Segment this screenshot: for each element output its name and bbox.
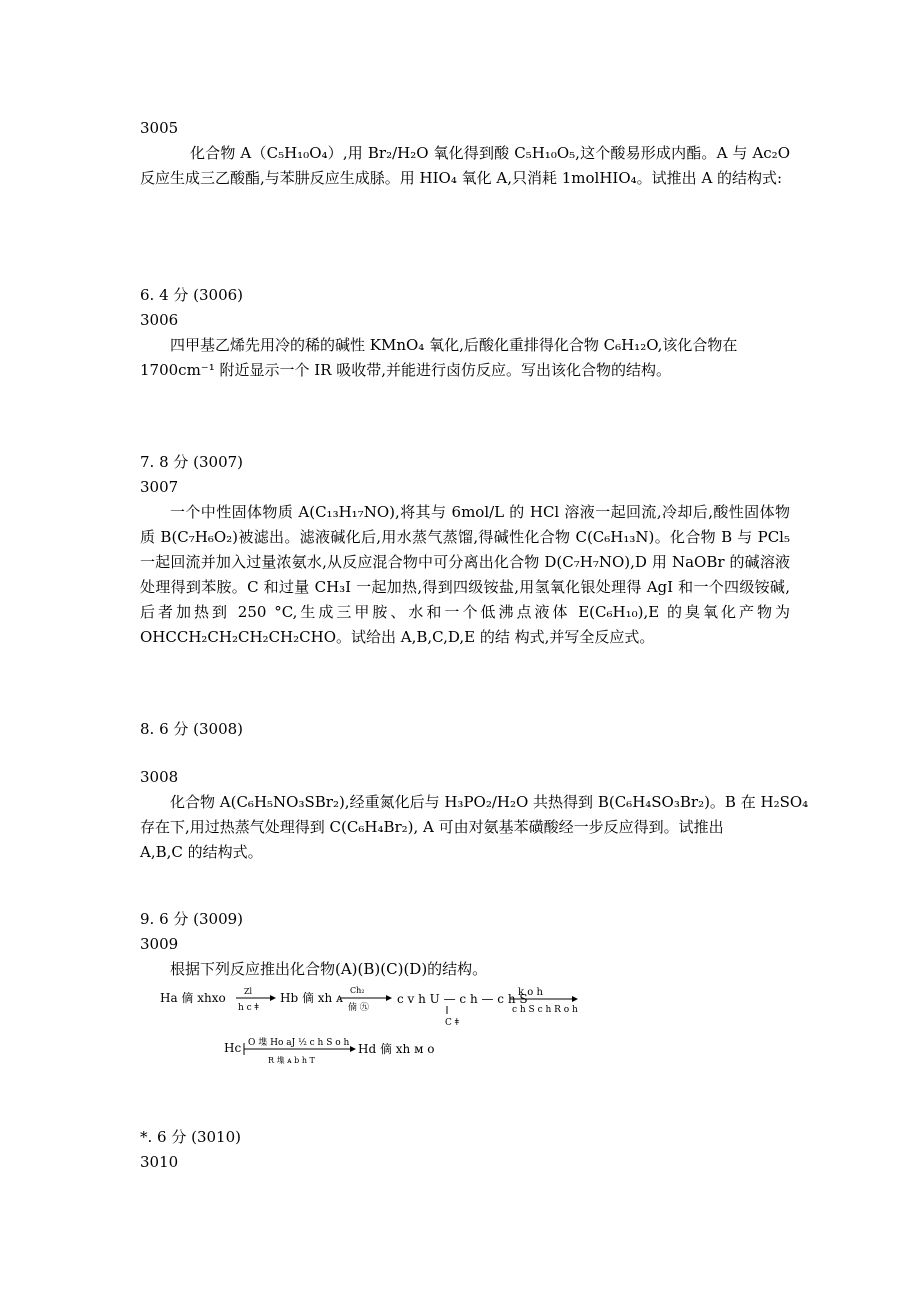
arrow-head [350, 1046, 356, 1052]
question-number: 3010 [140, 1153, 179, 1171]
question-3005 [140, 116, 790, 191]
question-text-line: A,B,C 的结构式。 [140, 843, 263, 861]
arrow-head [572, 996, 578, 1002]
question-header: *. 6 分 (3010) [140, 1128, 241, 1146]
compound-b: Hb 㒀 xh ᴀ [280, 991, 343, 1005]
substituent: C ǂ [445, 1018, 459, 1028]
arrow-reagent-bottom: 㑲 ㊈ [348, 1003, 369, 1013]
product-chain: c v h U — c h — c h S [397, 992, 528, 1006]
question-text: 一个中性固体物质 A(C₁₃H₁₇NO),将其与 6mol/L 的 HCl 溶液一起回流,冷却后,酸性固体物质 B(C₇H₆O₂)被滤出。滤液碱化后,用水蒸气蒸馏,得碱性化合物 C(C₆H₁₃N)。化合物 B 与 PCl₅ 一起回流并加入过量浓氨水,从反应混合物中可分离出化合物 D(C₇H₇NO),D 用 NaOBr 的碱溶液处理得到苯胺。C 和过量 CH₃I 一起加热,得到四级铵盐,用氢氧化银处理得 AgI 和一个四级铵碱,后者加热到 250 °C,生成三甲胺、水和一个低沸点液体 E(C₆H₁₀),E 的臭氧化产物为 OHCCH₂CH₂CH₂CH₂CHO。试给出 A,B,C,D,E 的结 构式,并写全反应式。 [140, 503, 790, 646]
question-3009 [140, 907, 790, 982]
question-number: 3005 [140, 119, 179, 137]
question-3006 [140, 283, 790, 383]
question-header: 7. 8 分 (3007) [140, 453, 244, 471]
question-3008 [140, 717, 809, 865]
compound-d: Hd 㒀 xh ᴍ o [358, 1042, 435, 1056]
arrow-reagent-top: k o h [518, 987, 543, 998]
question-header: 6. 4 分 (3006) [140, 286, 244, 304]
question-text: 化合物 A（C₅H₁₀O₄）,用 Br₂/H₂O 氧化得到酸 C₅H₁₀O₅,这个酸易形成内酯。A 与 Ac₂O 反应生成三乙酸酯,与苯肼反应生成脎。用 HIO₄ 氧化 A,只消耗 1molHIO₄。试推出 A 的结构式: [140, 144, 790, 187]
question-number: 3009 [140, 935, 179, 953]
arrow-head [270, 995, 276, 1001]
arrow-reagent-bottom: c h S c h R o h [512, 1005, 578, 1015]
arrow-reagent-bottom: R 㙫 ᴀ b h T [268, 1056, 315, 1065]
question-3007 [140, 450, 790, 650]
question-text-line: 四甲基乙烯先用冷的稀的碱性 KMnO₄ 氧化,后酸化重排得化合物 C₆H₁₂O,该化合物在 [170, 336, 738, 354]
reaction-scheme [160, 985, 610, 1075]
question-number: 3006 [140, 311, 179, 329]
arrow-reagent-top: Zl [244, 987, 253, 996]
arrow-reagent-bottom: h c ǂ [238, 1003, 259, 1013]
arrow-reagent-top: Ch₂ [350, 986, 365, 995]
arrow-head [386, 995, 392, 1001]
question-text: 根据下列反应推出化合物(A)(B)(C)(D)的结构。 [170, 960, 488, 978]
question-3010 [140, 1125, 790, 1175]
compound-a: Ha 㒀 xhxo [160, 991, 226, 1005]
question-text-line: 存在下,用过热蒸气处理得到 C(C₆H₄Br₂), A 可由对氨基苯磺酸经一步反应得到。试推出 [140, 818, 724, 836]
question-text-line: 1700cm⁻¹ 附近显示一个 IR 吸收带,并能进行卤仿反应。写出该化合物的结构。 [140, 361, 672, 379]
compound-c: Hc [224, 1041, 242, 1055]
question-number: 3008 [140, 768, 179, 786]
question-header: 9. 6 分 (3009) [140, 910, 244, 928]
question-text-line: 化合物 A(C₆H₅NO₃SBr₂),经重氮化后与 H₃PO₂/H₂O 共热得到 B(C₆H₄SO₃Br₂)。B 在 H₂SO₄ [170, 793, 809, 811]
arrow-reagent-top: O 㙫 Ho aJ ½ c h S o h [248, 1038, 350, 1048]
question-header: 8. 6 分 (3008) [140, 720, 244, 738]
question-number: 3007 [140, 478, 179, 496]
